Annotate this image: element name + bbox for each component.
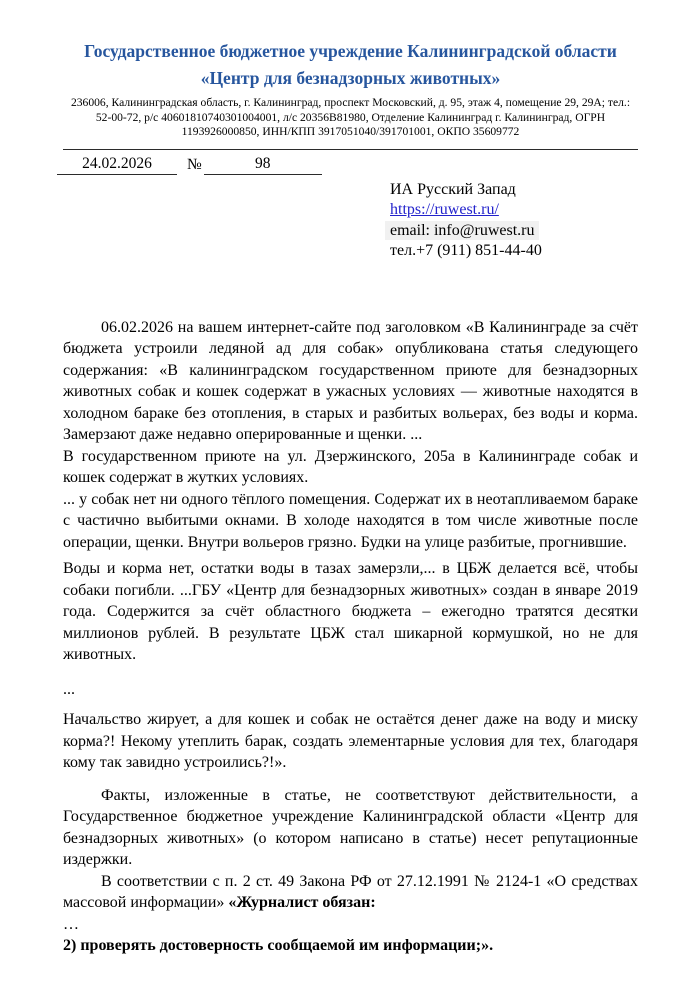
paragraph-law-reference: [63, 871, 638, 914]
recipient-email: email: info@ruwest.ru: [385, 221, 539, 240]
paragraph-conditions: ... у собак нет ни одного тёплого помещения. Содержат их в неотапливаемом бараке с частично выбитыми окнами. В холоде находятся в том числе животные после операции, щенки. Внутри вольеров грязно. Будки на улице разбитые, прогнившие.: [63, 490, 638, 551]
recipient-website-row: [390, 200, 638, 221]
law-reference-text: В соответствии с п. 2 ст. 49 Закона РФ от 27.12.1991 № 2124-1 «О средствах массовой информации»: [63, 872, 638, 911]
separator-line: [63, 149, 638, 150]
letter-date: 24.02.2026: [57, 154, 177, 175]
paragraph-ellipsis-1: ...: [63, 680, 75, 698]
letterhead: [63, 38, 638, 175]
law-reference-bold: «Журналист обязан:: [228, 894, 376, 911]
paragraph-ellipsis-2: …: [63, 915, 79, 933]
paragraph-no-water: Воды и корма нет, остатки воды в тазах замерзли,... в ЦБЖ делается всё, чтобы собаки погибли. ...ГБУ «Центр для безнадзорных животных» создан в январе 2019 года. Содержится за счёт областного бюджета – ежегодно тратятся десятки миллионов рублей. В результате ЦБЖ стал шикарной кормушкой, но не для животных.: [63, 560, 638, 663]
paragraph-shelter-address: В государственном приюте на ул. Дзержинского, 205а в Калининграде собак и кошек содержат в жутких условиях.: [63, 447, 638, 486]
org-title-line1: Государственное бюджетное учреждение Калининградской области: [84, 41, 617, 61]
letter-body: [63, 317, 638, 957]
paragraph-bosses: Начальство жирует, а для кошек и собак не остаётся денег даже на воду и миску корма?! Некому утеплить барак, создать элементарные условия для тех, благодаря кому так завидно устроились?!».: [63, 711, 638, 771]
number-sign: №: [187, 155, 202, 173]
date-number-row: [63, 154, 638, 175]
paragraph-facts: Факты, изложенные в статье, не соответствуют действительности, а Государственное бюджетное учреждение Калининградской области «Центр для безнадзорных животных» (о котором написано в статье) несет репутационные издержки.: [63, 786, 638, 868]
recipient-phone: тел.+7 (911) 851-44-40: [390, 242, 542, 259]
paragraph-intro: 06.02.2026 на вашем интернет-сайте под заголовком «В Калининграде за счёт бюджета устроили ледяной ад для собак» опубликована статья следующего содержания: «В калининградском государственном приюте для безнадзорных животных собак и кошек содержат в ужасных условиях — животные находятся в холодном бараке без отопления, в старых и разбитых вольерах, без воды и корма. Замерзают даже недавно оперированные и щенки. ...: [63, 318, 638, 443]
letter-number: 98: [204, 154, 322, 175]
org-address: 236006, Калининградская область, г. Калининград, проспект Московский, д. 95, этаж 4, помещение 29, 29А; тел.: 52-00-72, р/с 40601810740301004001, л/с 20356В81980, Отделение Калининград г. Калининград, ОГРН 1193926000850, ИНН/КПП 3917051040/391701001, ОКПО 35609772: [70, 96, 631, 138]
recipient-website-link[interactable]: https://ruwest.ru/: [390, 201, 499, 218]
paragraph-law-item-2: 2) проверять достоверность сообщаемой им информации;».: [63, 937, 494, 954]
recipient-name: ИА Русский Запад: [390, 180, 516, 198]
org-title-line2: «Центр для безнадзорных животных»: [200, 68, 501, 88]
recipient-block: [390, 180, 638, 262]
recipient-email-row: [390, 221, 638, 242]
